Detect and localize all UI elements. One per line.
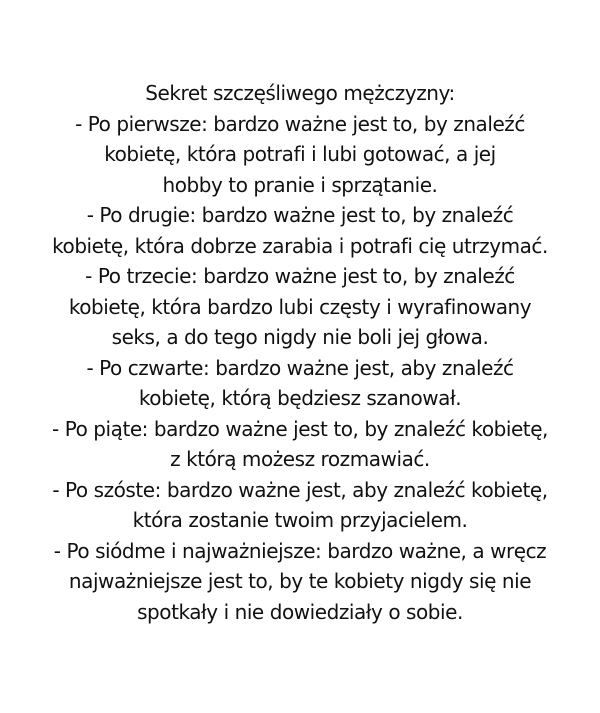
text-line: - Po pierwsze: bardzo ważne jest to, by znaleźć — [75, 111, 525, 136]
text-line: - Po siódme i najważniejsze: bardzo ważne, a wręcz — [53, 538, 547, 563]
joke-text — [0, 78, 600, 627]
text-line: seks, a do tego nigdy nie boli jej głowa. — [111, 325, 489, 349]
text-line: - Po szóste: bardzo ważne jest, aby znaleźć kobietę, — [52, 477, 548, 502]
text-line: kobietę, która dobrze zarabia i potrafi cię utrzymać. — [52, 233, 548, 258]
text-line: która zostanie twoim przyjacielem. — [132, 508, 468, 532]
text-line: kobietę, która potrafi i lubi gotować, a jej — [104, 142, 496, 166]
text-line-title: Sekret szczęśliwego mężczyzny: — [145, 81, 455, 105]
text-line: kobietę, która bardzo lubi częsty i wyrafinowany — [68, 294, 532, 319]
text-line: najważniejsze jest to, by te kobiety nigdy się nie — [68, 569, 532, 593]
text-line: spotkały i nie dowiedziały o sobie. — [137, 599, 463, 624]
text-line: - Po trzecie: bardzo ważne jest to, by znaleźć — [85, 264, 515, 288]
text-line: - Po piąte: bardzo ważne jest to, by znaleźć kobietę, — [52, 416, 548, 441]
text-line: - Po drugie: bardzo ważne jest to, by znaleźć — [86, 203, 514, 227]
text-line: kobietę, którą będziesz szanował. — [138, 386, 462, 410]
text-line: hobby to pranie i sprzątanie. — [162, 172, 438, 197]
text-line: - Po czwarte: bardzo ważne jest, aby znaleźć — [86, 355, 514, 380]
text-line: z którą możesz rozmawiać. — [170, 447, 430, 471]
